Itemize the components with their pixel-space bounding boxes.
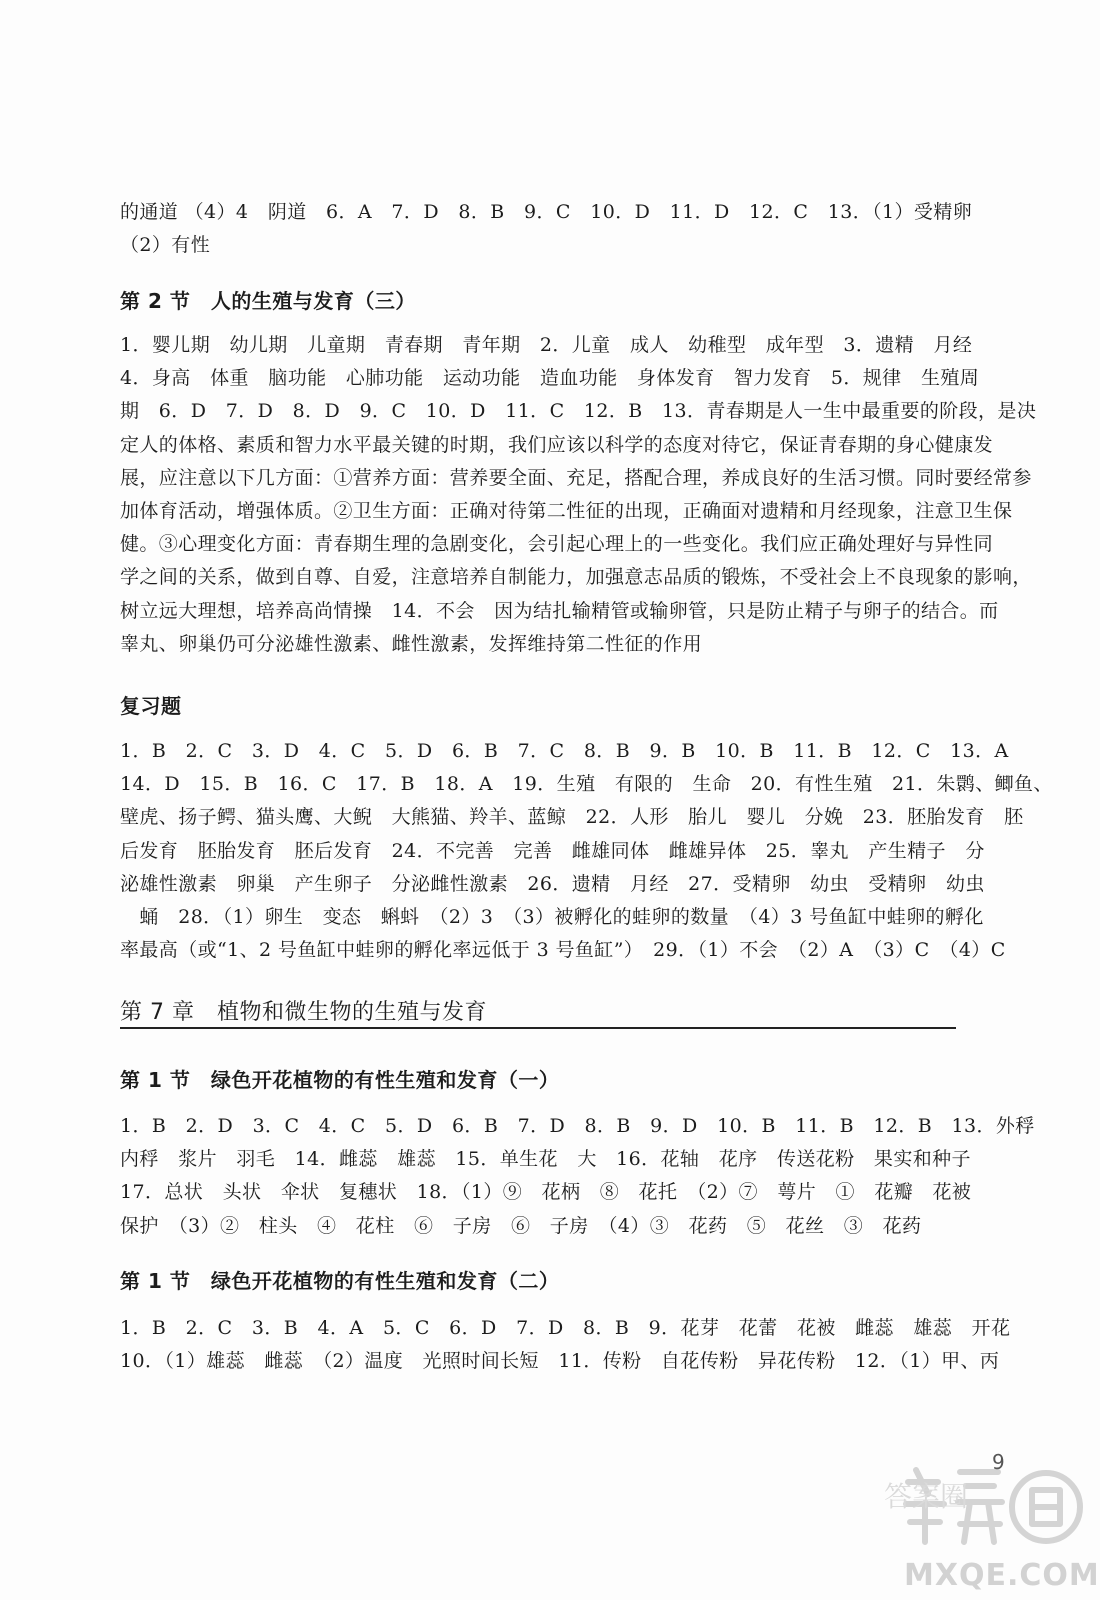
text-line: 期 6．D 7．D 8．D 9．C 10．D 11．C 12．B 13．青春期是人一生中最重要的阶段，是决 — [120, 400, 1037, 423]
text-line: 4．身高 体重 脑功能 心肺功能 运动功能 造血功能 身体发育 智力发育 5．规律 生殖周 — [120, 367, 980, 390]
section-heading-flowering-plants-2: 第 1 节 绿色开花植物的有性生殖和发育（二） — [120, 1269, 560, 1293]
text-line: 学之间的关系，做到自尊、自爱，注意培养自制能力，加强意志品质的锻炼，不受社会上不良现象的影响， — [120, 566, 1032, 589]
text-line: 加体育活动，增强体质。②卫生方面：正确对待第二性征的出现，正确面对遗精和月经现象，注意卫生保 — [120, 499, 1013, 522]
text-line: 率最高（或“1、2 号鱼缸中蛙卵的孵化率远低于 3 号鱼缸”） 29．（1）不会 （2）A （3）C （4）C — [120, 939, 1006, 962]
text-line: 睾丸、卵巢仍可分泌雄性激素、雌性激素，发挥维持第二性征的作用 — [120, 632, 703, 655]
watermark-logo-icon — [883, 1452, 1084, 1552]
section-heading-human-reproduction-3: 第 2 节 人的生殖与发育（三） — [120, 289, 416, 313]
text-line: 内稃 浆片 羽毛 14．雌蕊 雄蕊 15．单生花 大 16．花轴 花序 传送花粉 果实和种子 — [120, 1148, 971, 1171]
text-line: 1．B 2．C 3．D 4．C 5．D 6．B 7．C 8．B 9．B 10．B 11．B 12．C 13．A — [120, 740, 1009, 762]
text-line: 壁虎、扬子鳄、猫头鹰、大鲵 大熊猫、羚羊、蓝鲸 22．人形 胎儿 婴儿 分娩 23．胚胎发育 胚 — [120, 806, 1024, 829]
text-line: 1．B 2．C 3．B 4．A 5．C 6．D 7．D 8．B 9．花芽 花蕾 花被 雌蕊 雄蕊 开花 — [120, 1317, 1011, 1339]
text-line: 1．B 2．D 3．C 4．C 5．D 6．B 7．D 8．B 9．D 10．B 11．B 12．B 13．外稃 — [120, 1115, 1035, 1137]
text-line: 10．（1）雄蕊 雌蕊 （2）温度 光照时间长短 11．传粉 自花传粉 异花传粉 12．（1）甲、丙 — [120, 1350, 1000, 1373]
text-line: 定人的体格、素质和智力水平最关键的时期，我们应该以科学的态度对待它，保证青春期的身心健康发 — [120, 433, 994, 456]
text-line: 14．D 15．B 16．C 17．B 18．A 19．生殖 有限的 生命 20．有性生殖 21．朱鹮、鲫鱼、 — [120, 773, 1053, 796]
section-flowering-plants-1-answers — [120, 1110, 1035, 1243]
text-line: 展，应注意以下几方面：①营养方面：营养要全面、充足，搭配合理，养成良好的生活习惯。同时要经常参 — [120, 466, 1032, 489]
text-line: 泌雄性激素 卵巢 产生卵子 分泌雌性激素 26．遗精 月经 27．受精卵 幼虫 受精卵 幼虫 — [120, 872, 985, 895]
section-human-reproduction-3-answers — [120, 329, 1037, 661]
text-line: （2）有性 — [120, 234, 211, 257]
text-line: 健。③心理变化方面：青春期生理的急剧变化，会引起心理上的一些变化。我们应正确处理好与异性同 — [120, 533, 994, 556]
chapter-title — [120, 995, 956, 1029]
text-line: 后发育 胚胎发育 胚后发育 24．不完善 完善 雌雄同体 雌雄异体 25．睾丸 产生精子 分 — [120, 839, 985, 862]
section-heading-review: 复习题 — [120, 694, 182, 718]
page-number: 9 — [992, 1450, 1005, 1474]
section-review-answers — [120, 735, 1053, 967]
intro-paragraph — [120, 196, 973, 262]
section-heading-flowering-plants-1: 第 1 节 绿色开花植物的有性生殖和发育（一） — [120, 1068, 560, 1092]
text-line: 17．总状 头状 伞状 复穗状 18．（1）⑨ 花柄 ⑧ 花托 （2）⑦ 萼片 ① 花瓣 花被 — [120, 1181, 972, 1204]
watermark-site: MXQE.COM — [904, 1558, 1100, 1593]
text-line: 蛹 28．（1）卵生 变态 蝌蚪 （2）3 （3）被孵化的蛙卵的数量 （4）3 号鱼缸中蛙卵的孵化 — [120, 905, 984, 928]
text-line: 的通道 （4）4 阴道 6．A 7．D 8．B 9．C 10．D 11．D 12．C 13．（1）受精卵 — [120, 201, 973, 223]
text-line: 1．婴儿期 幼儿期 儿童期 青春期 青年期 2．儿童 成人 幼稚型 成年型 3．遗精 月经 — [120, 334, 973, 356]
section-flowering-plants-2-answers — [120, 1312, 1011, 1378]
text-line: 保护 （3）② 柱头 ④ 花柱 ⑥ 子房 ⑥ 子房 （4）③ 花药 ⑤ 花丝 ③ 花药 — [120, 1214, 922, 1237]
watermark-logo-text: 答案圈 — [883, 1480, 969, 1513]
chapter-title-text: 第 7 章 植物和微生物的生殖与发育 — [120, 995, 495, 1026]
text-line: 树立远大理想，培养高尚情操 14．不会 因为结扎输精管或输卵管，只是防止精子与卵子的结合。而 — [120, 599, 999, 622]
